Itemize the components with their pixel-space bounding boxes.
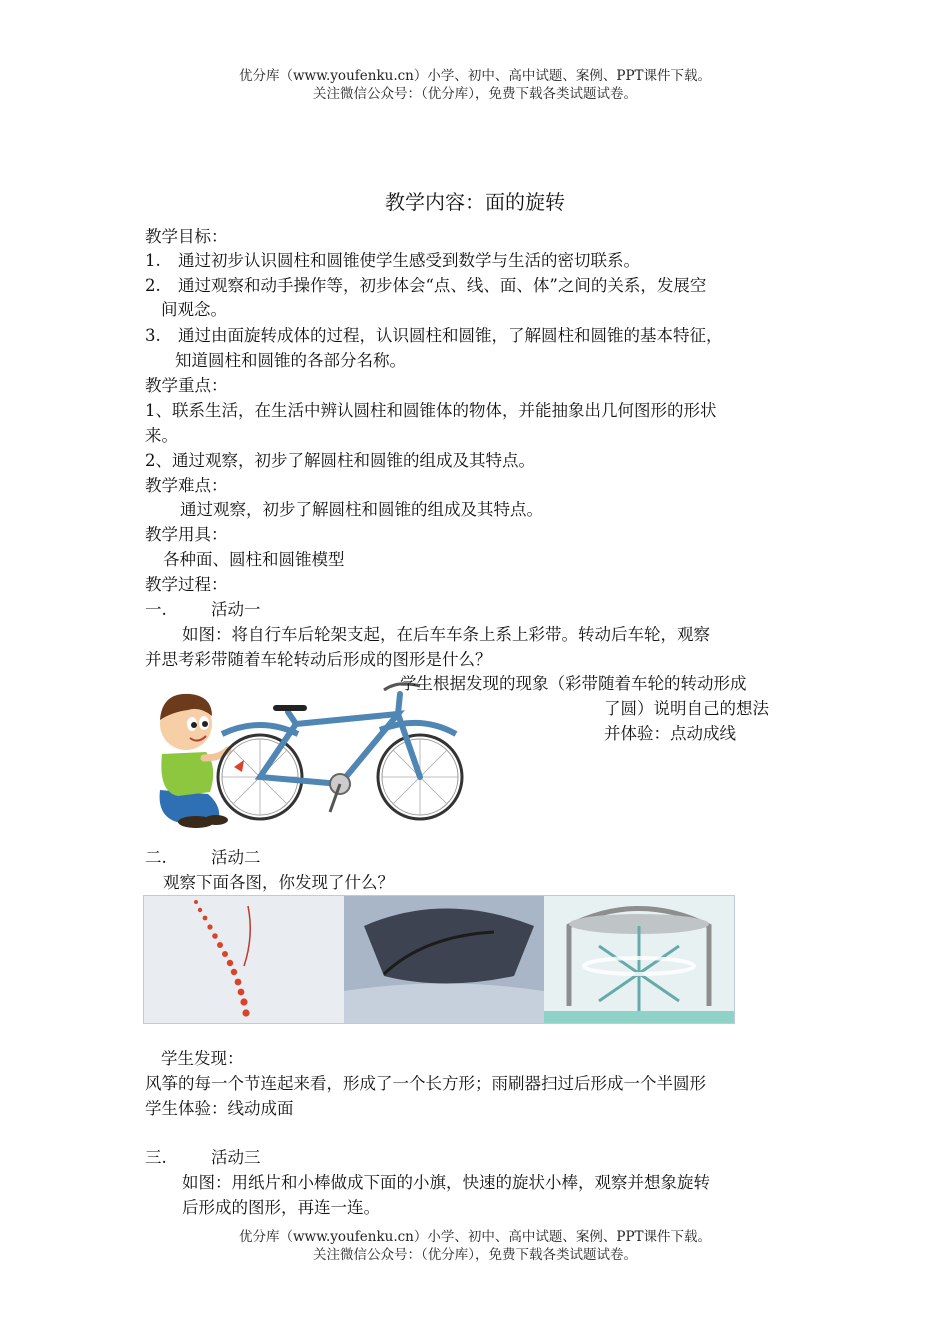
boy-figure xyxy=(160,694,228,828)
footer-line-1: 优分库（www.youfenku.cn）小学、初中、高中试题、案例、PPT课件下载。 xyxy=(238,1229,712,1245)
goal-2-text: 通过观察和动手操作等，初步体会“点、线、面、体”之间的关系，发展空 xyxy=(178,276,707,295)
activity-2-finding: 风筝的每一个节连起来看，形成了一个长方形；雨刷器扫过后形成一个半圆形 xyxy=(145,1074,706,1093)
goal-3-text: 通过由面旋转成体的过程，认识圆柱和圆锥，了解圆柱和圆锥的基本特征， xyxy=(178,326,723,345)
goals-heading: 教学目标： xyxy=(145,227,228,246)
activity-3-p1: 如图：用纸片和小棒做成下面的小旗，快速的旋状小棒，观察并想象旋转 xyxy=(182,1173,710,1192)
key-points-heading: 教学重点： xyxy=(145,376,228,395)
activity-1-side-1: 学生根据发现的现象（彩带随着车轮的转动形成 xyxy=(400,674,747,693)
activity-3-num: 三. xyxy=(145,1148,167,1167)
activity-2-num: 二. xyxy=(145,848,167,867)
activity-1-title: 活动一 xyxy=(211,600,261,619)
activity-3-title: 活动三 xyxy=(211,1148,261,1167)
goal-1-text: 通过初步认识圆柱和圆锥使学生感受到数学与生活的密切联系。 xyxy=(178,251,640,270)
activity-1-side-2: 了圆）说明自己的想法 xyxy=(604,699,769,718)
revolving-door-photo xyxy=(544,896,734,1023)
activity-3-p2: 后形成的图形，再连一连。 xyxy=(182,1198,380,1217)
activity-2-prompt: 观察下面各图，你发现了什么？ xyxy=(163,873,394,892)
goal-2-cont: 间观念。 xyxy=(161,300,227,319)
activity-1-num: 一. xyxy=(145,600,167,619)
activity-2-finding-label: 学生发现： xyxy=(161,1049,244,1068)
activity-1-p2: 并思考彩带随着车轮转动后形成的图形是什么？ xyxy=(145,650,492,669)
difficulty-heading: 教学难点： xyxy=(145,476,228,495)
photo-strip xyxy=(143,895,735,1024)
goal-1-num: 1. xyxy=(145,251,161,270)
page-title: 教学内容：面的旋转 xyxy=(385,190,565,214)
activity-2-title: 活动二 xyxy=(211,848,261,867)
footer-line-2: 关注微信公众号：（优分库），免费下载各类试题试卷。 xyxy=(313,1247,637,1263)
header-line-2: 关注微信公众号：（优分库），免费下载各类试题试卷。 xyxy=(313,86,637,102)
goal-2-num: 2. xyxy=(145,276,161,295)
key-point-1b: 来。 xyxy=(145,426,178,445)
header-line-1: 优分库（www.youfenku.cn）小学、初中、高中试题、案例、PPT课件下载。 xyxy=(238,68,712,84)
key-point-2: 2、通过观察，初步了解圆柱和圆锥的组成及其特点。 xyxy=(145,451,535,470)
goal-3-num: 3. xyxy=(145,326,161,345)
activity-1-p1: 如图：将自行车后轮架支起，在后车车条上系上彩带。转动后车轮，观察 xyxy=(182,625,710,644)
difficulty-text: 通过观察，初步了解圆柱和圆锥的组成及其特点。 xyxy=(180,500,543,519)
kite-photo xyxy=(144,896,344,1023)
key-point-1a: 1、联系生活，在生活中辨认圆柱和圆锥体的物体，并能抽象出几何图形的形状 xyxy=(145,401,717,420)
activity-1-side-3: 并体验：点动成线 xyxy=(604,724,736,743)
boy-bicycle-illustration xyxy=(148,672,470,830)
activity-2-experience: 学生体验：线动成面 xyxy=(145,1099,294,1118)
bicycle-drawing xyxy=(218,684,462,819)
car-wiper-photo xyxy=(344,896,544,1023)
tools-text: 各种面、圆柱和圆锥模型 xyxy=(163,550,345,569)
process-heading: 教学过程： xyxy=(145,575,228,594)
goal-3-cont: 知道圆柱和圆锥的各部分名称。 xyxy=(175,351,406,370)
tools-heading: 教学用具： xyxy=(145,525,228,544)
